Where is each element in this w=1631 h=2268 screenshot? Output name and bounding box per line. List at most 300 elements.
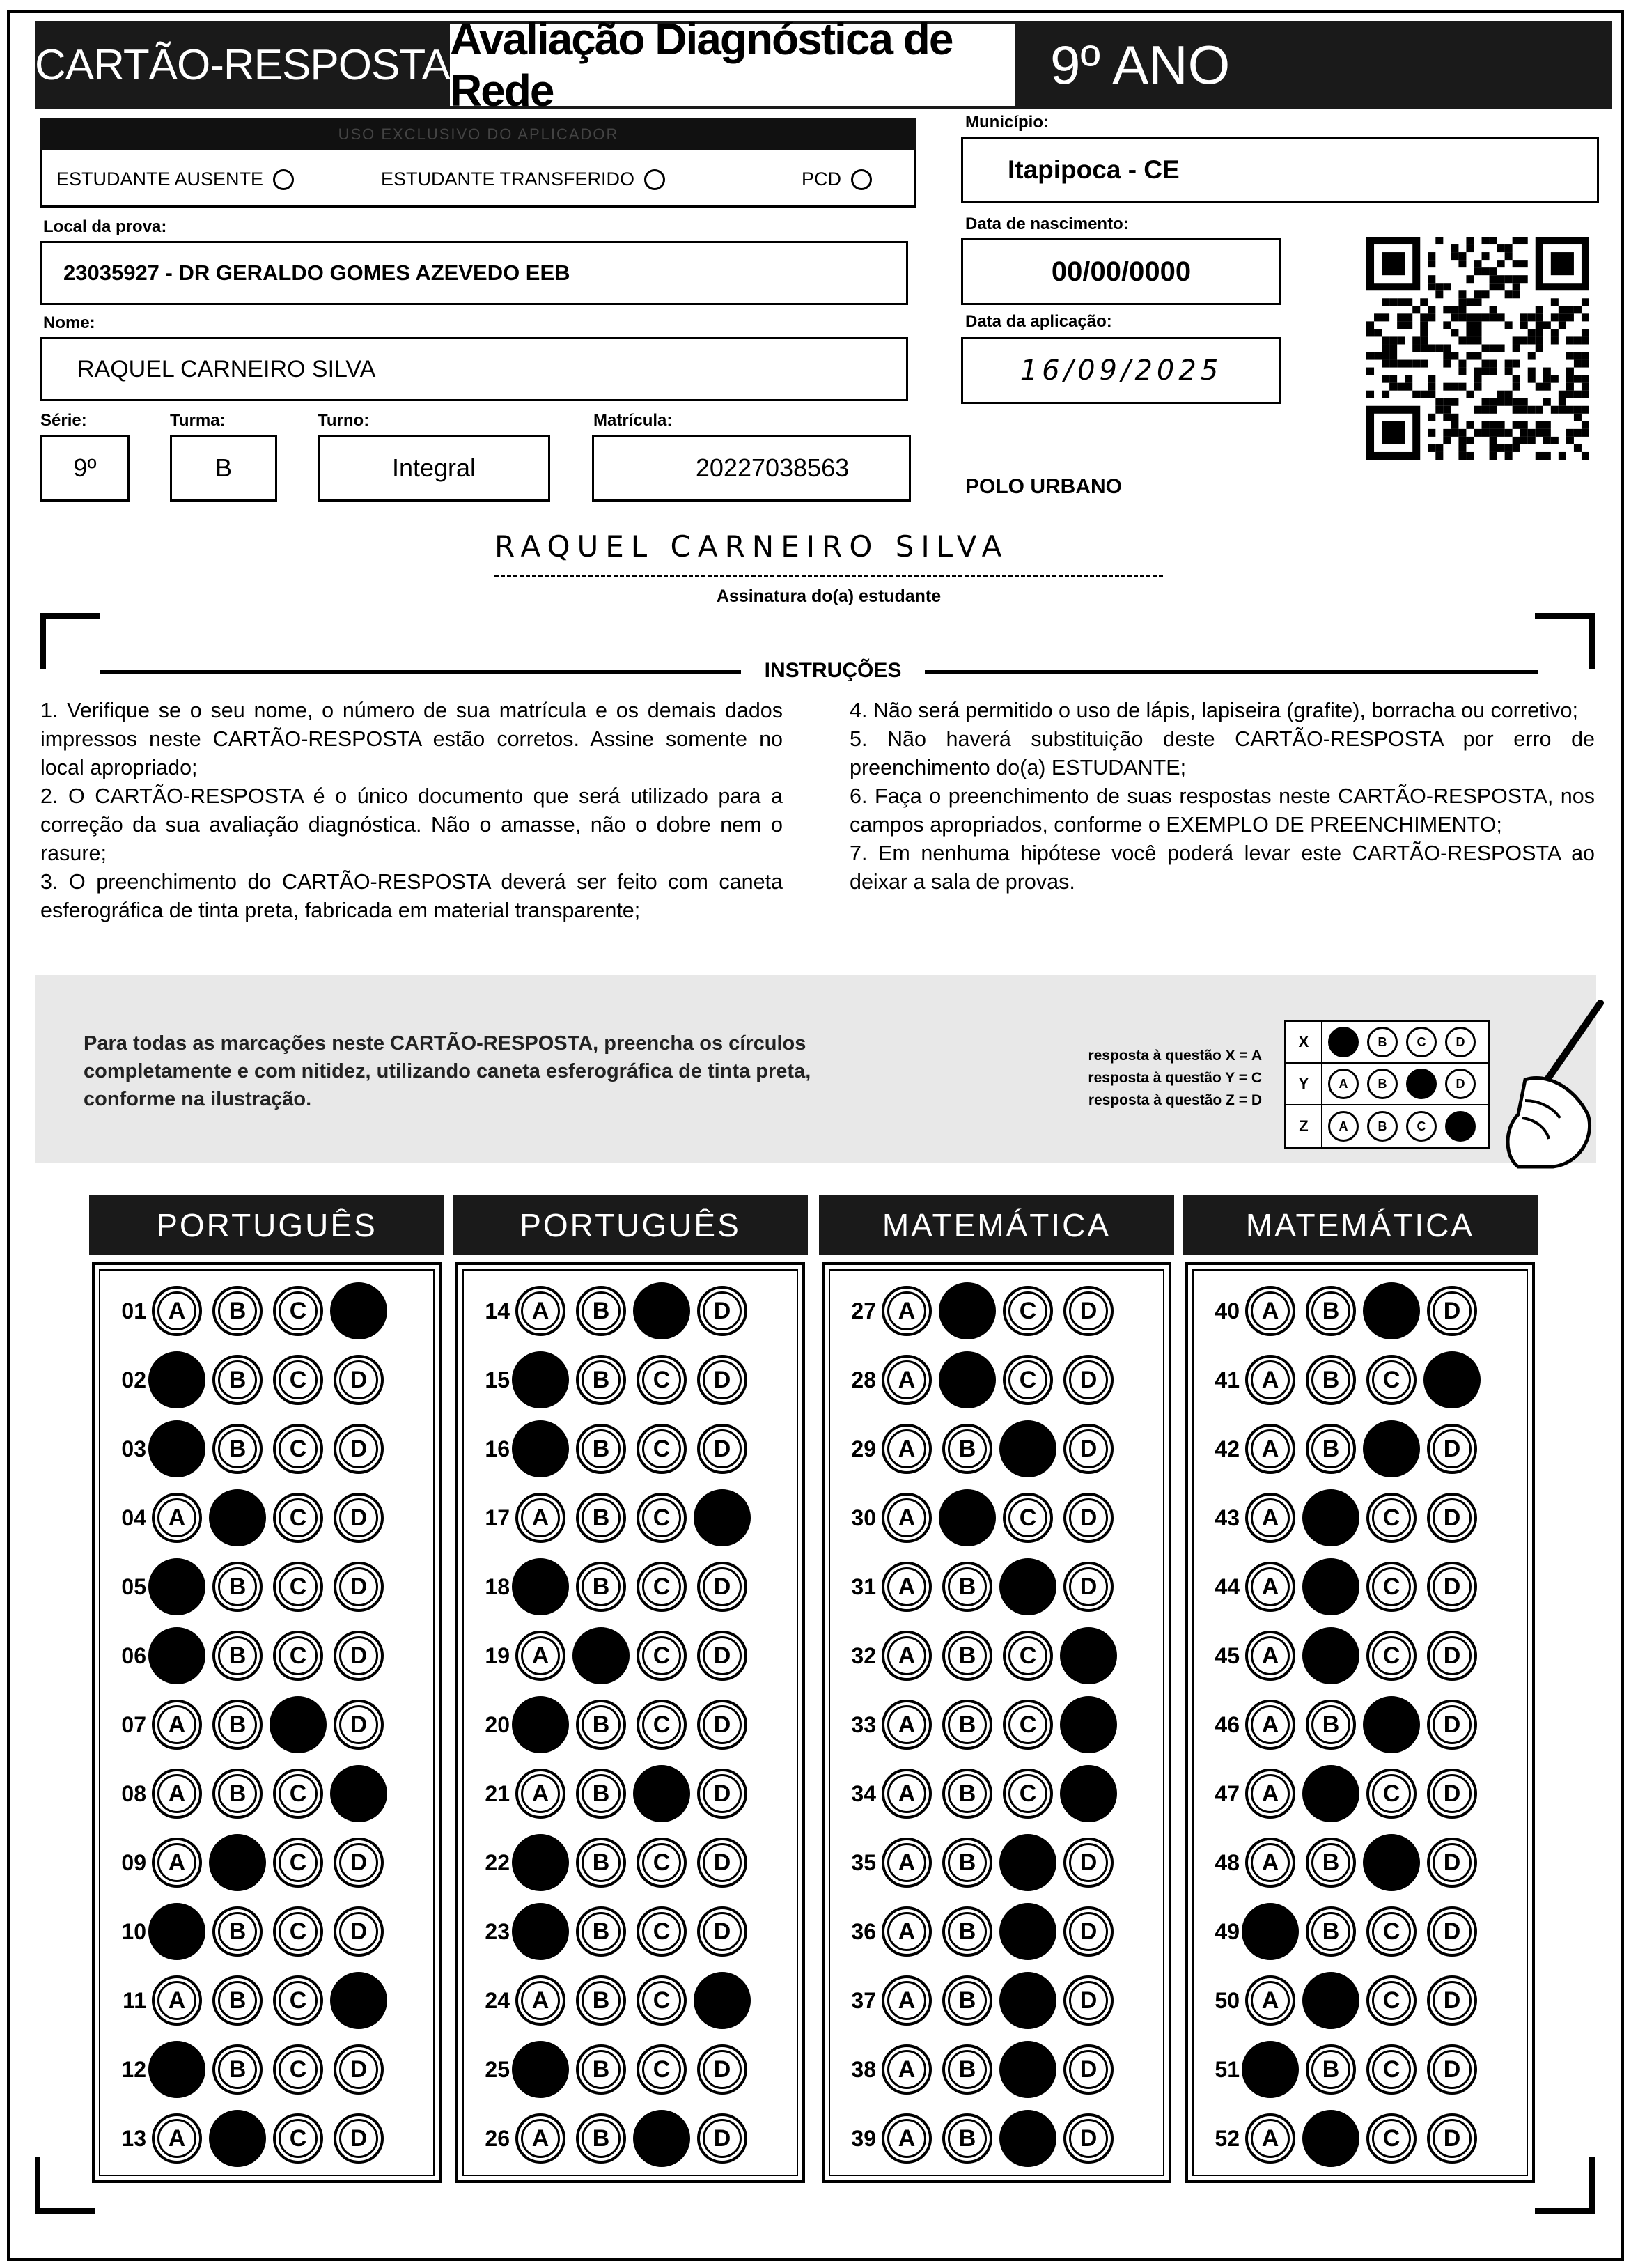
bubble-option[interactable] (697, 2044, 747, 2095)
bubble-option[interactable] (1366, 1631, 1417, 1681)
bubble-option[interactable] (334, 1700, 384, 1750)
bubble-option[interactable] (882, 2044, 932, 2095)
nome-field: RAQUEL CARNEIRO SILVA (40, 337, 908, 401)
bubble-option[interactable] (1063, 1906, 1114, 1957)
bubble-option[interactable] (212, 1975, 263, 2026)
bubble-letter: A (898, 2125, 916, 2152)
bubble-letter: D (350, 2056, 368, 2083)
bubble-filled[interactable] (148, 2041, 205, 2098)
pcd-option[interactable] (802, 169, 872, 190)
question-row (834, 1486, 1124, 1550)
bubble-option[interactable] (273, 1631, 323, 1681)
bubble-option[interactable] (273, 1424, 323, 1474)
bubble-filled[interactable] (209, 1834, 266, 1891)
bubble-filled[interactable] (999, 1558, 1056, 1615)
bubble-option[interactable] (1427, 1493, 1477, 1543)
bubble-filled[interactable] (512, 1558, 569, 1615)
bubble-letter: A (898, 1366, 916, 1393)
bubble-option[interactable] (1003, 1769, 1053, 1819)
transferred-radio[interactable] (644, 169, 665, 190)
bubble-filled[interactable] (1242, 1903, 1299, 1960)
bubble-filled[interactable] (999, 2041, 1056, 2098)
bubble-option[interactable] (1063, 1562, 1114, 1612)
bubble-filled[interactable] (1060, 1627, 1117, 1684)
question-number: 23 (485, 1918, 510, 1944)
bubble-option[interactable] (1003, 1631, 1053, 1681)
qr-module (1482, 237, 1490, 244)
question-number: 06 (121, 1642, 146, 1668)
bubble-option[interactable] (1306, 2044, 1356, 2095)
qr-module (1451, 306, 1458, 313)
bubble-option[interactable] (152, 1769, 202, 1819)
qr-module (1513, 444, 1520, 452)
bubble-option[interactable] (942, 2113, 992, 2164)
bubble-option[interactable] (212, 1700, 263, 1750)
bubble-option[interactable] (637, 1906, 687, 1957)
bubble-option[interactable] (1427, 2044, 1477, 2095)
bubble-filled[interactable] (633, 1282, 690, 1339)
bubble-option[interactable] (212, 2044, 263, 2095)
bubble-letter: C (289, 2056, 307, 2083)
bubble-option[interactable] (882, 1975, 932, 2026)
qr-module (1551, 406, 1559, 414)
qr-module (1428, 444, 1435, 452)
bubble-filled[interactable] (939, 1351, 996, 1408)
question-row (104, 1968, 394, 2033)
bubble-option[interactable] (1063, 1493, 1114, 1543)
bubble-option[interactable] (882, 1906, 932, 1957)
question-row (834, 1348, 1124, 1412)
qr-module (1490, 237, 1497, 244)
bubble-option[interactable] (273, 2113, 323, 2164)
bubble-option[interactable] (334, 1838, 384, 1888)
qr-module (1482, 368, 1490, 375)
bubble-letter: B (228, 1573, 247, 1600)
bubble-option[interactable] (637, 1838, 687, 1888)
bubble-option[interactable] (1366, 1355, 1417, 1405)
bubble-option[interactable] (942, 1838, 992, 1888)
bubble-filled[interactable] (1302, 1972, 1359, 2029)
question-number: 01 (121, 1298, 146, 1323)
bubble-option[interactable] (1427, 1838, 1477, 1888)
qr-module (1458, 429, 1466, 437)
bubble-filled[interactable] (1363, 1696, 1420, 1753)
bubble-option[interactable] (637, 2044, 687, 2095)
bubble-filled[interactable] (209, 1489, 266, 1546)
bubble-filled[interactable] (939, 1489, 996, 1546)
bubble-option[interactable] (1245, 1975, 1295, 2026)
bubble-option[interactable] (152, 1493, 202, 1543)
bubble-option[interactable] (273, 2044, 323, 2095)
bubble-option[interactable] (697, 1906, 747, 1957)
bubble-option[interactable] (697, 2113, 747, 2164)
bubble-option[interactable] (576, 1424, 626, 1474)
question-row (1198, 2037, 1488, 2102)
bubble-option[interactable] (942, 1631, 992, 1681)
bubble-option[interactable] (942, 1975, 992, 2026)
question-row (834, 2106, 1124, 2170)
bubble-filled[interactable] (148, 1558, 205, 1615)
bubble-option[interactable] (1063, 1424, 1114, 1474)
bubble-option[interactable] (1063, 1975, 1114, 2026)
bubble-option[interactable] (515, 1769, 565, 1819)
bubble-option[interactable] (334, 1906, 384, 1957)
bubble-option[interactable] (1003, 1355, 1053, 1405)
qr-module (1520, 398, 1528, 406)
bubble-option[interactable] (1366, 2113, 1417, 2164)
bubble-option[interactable] (1427, 1286, 1477, 1336)
bubble-option[interactable] (576, 2044, 626, 2095)
bubble-option[interactable] (1003, 1286, 1053, 1336)
bubble-filled[interactable] (512, 2041, 569, 2098)
bubble-option[interactable] (1306, 1906, 1356, 1957)
bubble-option[interactable] (273, 1562, 323, 1612)
bubble-option[interactable] (1427, 1424, 1477, 1474)
bubble-option[interactable] (637, 1631, 687, 1681)
bubble-filled[interactable] (999, 1903, 1056, 1960)
answer-column (455, 1262, 805, 2183)
qr-module (1397, 313, 1405, 321)
bubble-filled[interactable] (633, 2110, 690, 2167)
bubble-filled[interactable] (999, 1420, 1056, 1477)
qr-module (1505, 252, 1513, 260)
bubble-option[interactable] (1427, 1906, 1477, 1957)
bubble-option[interactable] (637, 1975, 687, 2026)
bubble-option[interactable] (515, 2113, 565, 2164)
bubble-option[interactable] (942, 1906, 992, 1957)
bubble-option[interactable] (1306, 1286, 1356, 1336)
bubble-option[interactable] (697, 1631, 747, 1681)
question-number: 28 (851, 1367, 876, 1392)
question-row (1198, 2106, 1488, 2170)
bubble-option[interactable] (637, 1493, 687, 1543)
absent-radio[interactable] (273, 169, 294, 190)
bubble-option[interactable] (576, 1975, 626, 2026)
bubble-option[interactable] (882, 2113, 932, 2164)
section-title: PORTUGUÊS (89, 1195, 444, 1255)
bubble-option[interactable] (1427, 1631, 1477, 1681)
bubble-option[interactable] (152, 1286, 202, 1336)
question-row (104, 2037, 394, 2102)
bubble-option[interactable] (882, 1286, 932, 1336)
bubble-filled[interactable] (1363, 1834, 1420, 1891)
bubble-option[interactable] (576, 1906, 626, 1957)
question-number: 02 (121, 1367, 146, 1392)
bubble-option[interactable] (697, 1769, 747, 1819)
bubble-option[interactable] (1245, 2113, 1295, 2164)
bubble-option[interactable] (637, 1700, 687, 1750)
qr-module (1520, 237, 1528, 244)
bubble-filled[interactable] (572, 1627, 630, 1684)
bubble-option[interactable] (1063, 2044, 1114, 2095)
bubble-option[interactable] (1003, 1493, 1053, 1543)
bubble-filled[interactable] (148, 1351, 205, 1408)
qr-module (1543, 383, 1551, 391)
qr-module (1405, 360, 1412, 368)
bubble-option[interactable] (212, 1286, 263, 1336)
bubble-filled[interactable] (694, 1489, 751, 1546)
question-number: 38 (851, 2056, 876, 2082)
bubble-option[interactable] (152, 1975, 202, 2026)
bubble-option[interactable] (1245, 1631, 1295, 1681)
qr-module (1490, 406, 1497, 414)
bubble-option[interactable] (334, 1562, 384, 1612)
bubble-filled[interactable] (330, 1765, 387, 1822)
bubble-option[interactable] (576, 1769, 626, 1819)
qr-module (1458, 360, 1466, 368)
bubble-filled[interactable] (694, 1972, 751, 2029)
bubble-filled[interactable] (512, 1903, 569, 1960)
bubble-option[interactable] (152, 2113, 202, 2164)
question-row (834, 1624, 1124, 1688)
bubble-option[interactable] (697, 1355, 747, 1405)
bubble-option[interactable] (697, 1286, 747, 1336)
qr-module (1482, 406, 1490, 414)
bubble-option[interactable] (334, 2113, 384, 2164)
pcd-radio[interactable] (851, 169, 872, 190)
bubble-option[interactable] (576, 1493, 626, 1543)
bubble-option[interactable] (273, 1769, 323, 1819)
bubble-option[interactable] (1245, 1838, 1295, 1888)
bubble-option[interactable] (882, 1424, 932, 1474)
bubble-filled[interactable] (999, 1834, 1056, 1891)
qr-module (1513, 398, 1520, 406)
bubble-option[interactable] (1306, 1355, 1356, 1405)
bubble-option[interactable] (1245, 1562, 1295, 1612)
bubble-option[interactable] (1306, 1838, 1356, 1888)
qr-module (1497, 275, 1505, 283)
bubble-option[interactable] (882, 1562, 932, 1612)
bubble-filled[interactable] (939, 1282, 996, 1339)
bubble-letter: A (1261, 1849, 1279, 1876)
bubble-option[interactable] (1245, 1355, 1295, 1405)
bubble-option[interactable] (697, 1700, 747, 1750)
bubble-letter: B (592, 1918, 610, 1945)
qr-module (1497, 313, 1505, 321)
bubble-option[interactable] (212, 1562, 263, 1612)
bubble-filled[interactable] (148, 1420, 205, 1477)
bubble-letter: D (1443, 2056, 1461, 2083)
example-question-label: X (1286, 1022, 1322, 1062)
bubble-letter: D (1079, 2056, 1098, 2083)
bubble-option[interactable] (334, 1355, 384, 1405)
qr-module (1397, 360, 1405, 368)
bubble-option[interactable] (1427, 1975, 1477, 2026)
bubble-option[interactable] (273, 1906, 323, 1957)
bubble-option[interactable] (942, 1700, 992, 1750)
bubble-filled[interactable] (330, 1972, 387, 2029)
bubble-option[interactable] (1366, 2044, 1417, 2095)
bubble-option[interactable] (697, 1838, 747, 1888)
qr-module (1451, 329, 1458, 336)
bubble-option[interactable] (576, 1700, 626, 1750)
bubble-option[interactable] (212, 1631, 263, 1681)
bubble-option[interactable] (273, 1838, 323, 1888)
qr-module (1497, 391, 1505, 398)
qr-module (1551, 437, 1559, 444)
qr-module (1428, 344, 1435, 352)
bubble-option[interactable] (334, 1424, 384, 1474)
bubble-option[interactable] (882, 1700, 932, 1750)
question-row (468, 1417, 758, 1481)
bubble-letter: D (713, 1849, 731, 1876)
pen-hand-icon (1476, 996, 1616, 1170)
qr-module (1374, 329, 1382, 336)
bubble-option[interactable] (1245, 1700, 1295, 1750)
bubble-option[interactable] (1366, 1769, 1417, 1819)
bubble-option[interactable] (637, 1424, 687, 1474)
bubble-filled[interactable] (512, 1696, 569, 1753)
qr-module (1513, 260, 1520, 267)
qr-module (1428, 414, 1435, 421)
bubble-option[interactable] (882, 1493, 932, 1543)
bubble-option[interactable] (637, 1355, 687, 1405)
bubble-letter: C (1382, 1780, 1400, 1807)
qr-module (1566, 336, 1574, 344)
bubble-filled[interactable] (1242, 2041, 1299, 2098)
bubble-option[interactable] (882, 1631, 932, 1681)
bubble-option[interactable] (576, 1562, 626, 1612)
bubble-letter: B (958, 2125, 976, 2152)
qr-module (1435, 452, 1443, 460)
bubble-filled[interactable] (209, 2110, 266, 2167)
bubble-option[interactable] (273, 1975, 323, 2026)
absent-label: ESTUDANTE AUSENTE (56, 169, 264, 189)
bubble-option[interactable] (882, 1769, 932, 1819)
transferred-option[interactable] (381, 169, 665, 190)
qr-module (1559, 452, 1566, 460)
bubble-letter: D (1443, 1918, 1461, 1945)
question-row (104, 1486, 394, 1550)
bubble-option[interactable] (1245, 1286, 1295, 1336)
bubble-letter: B (592, 1849, 610, 1876)
bubble-filled[interactable] (1302, 1489, 1359, 1546)
bubble-option[interactable] (1366, 1493, 1417, 1543)
bubble-letter: C (653, 2056, 671, 2083)
bubble-option[interactable] (1063, 2113, 1114, 2164)
bubble-option[interactable] (1366, 1975, 1417, 2026)
bubble-option[interactable] (1427, 1562, 1477, 1612)
bubble-option[interactable] (882, 1838, 932, 1888)
qr-module (1497, 444, 1505, 452)
question-number: 36 (851, 1918, 876, 1944)
bubble-option[interactable] (1427, 2113, 1477, 2164)
bubble-option[interactable] (334, 1631, 384, 1681)
bubble-letter: C (1019, 1642, 1037, 1669)
bubble-filled[interactable] (270, 1696, 327, 1753)
bubble-filled[interactable] (1302, 1627, 1359, 1684)
bubble-option[interactable] (1063, 1838, 1114, 1888)
qr-module (1482, 252, 1490, 260)
bubble-option[interactable] (1245, 1424, 1295, 1474)
bubble-filled[interactable] (512, 1834, 569, 1891)
bubble-filled[interactable] (512, 1351, 569, 1408)
bubble-option[interactable] (515, 1493, 565, 1543)
bubble-filled[interactable] (1423, 1351, 1481, 1408)
bubble-option[interactable] (212, 1355, 263, 1405)
question-row (468, 1900, 758, 1964)
bubble-filled[interactable] (1302, 1765, 1359, 1822)
bubble-letter: B (958, 1918, 976, 1945)
absent-option[interactable] (56, 169, 294, 190)
qr-module (1474, 329, 1481, 336)
bubble-filled[interactable] (512, 1420, 569, 1477)
bubble-option[interactable] (637, 1562, 687, 1612)
bubble-option[interactable] (1003, 1700, 1053, 1750)
bubble-option[interactable] (273, 1355, 323, 1405)
bubble-filled[interactable] (330, 1282, 387, 1339)
bubble-filled[interactable] (1302, 1558, 1359, 1615)
bubble-option[interactable] (515, 1286, 565, 1336)
bubble-option[interactable] (942, 1562, 992, 1612)
bubble-filled[interactable] (1302, 2110, 1359, 2167)
question-number: 18 (485, 1574, 510, 1599)
bubble-option[interactable] (1063, 1355, 1114, 1405)
bubble-filled[interactable] (1060, 1765, 1117, 1822)
bubble-option[interactable] (273, 1493, 323, 1543)
bubble-option[interactable] (334, 2044, 384, 2095)
bubble-option[interactable] (1245, 1769, 1295, 1819)
bubble-option[interactable] (212, 1424, 263, 1474)
bubble-filled[interactable] (1363, 1420, 1420, 1477)
bubble-filled[interactable] (148, 1903, 205, 1960)
bubble-option[interactable] (152, 1700, 202, 1750)
question-number: 11 (123, 1987, 146, 2013)
bubble-option[interactable] (576, 1355, 626, 1405)
bubble-option[interactable] (1306, 1700, 1356, 1750)
bubble-filled[interactable] (999, 2110, 1056, 2167)
qr-module (1513, 336, 1520, 344)
bubble-option[interactable] (152, 1838, 202, 1888)
bubble-option[interactable] (1427, 1700, 1477, 1750)
bubble-option[interactable] (942, 2044, 992, 2095)
question-number: 14 (485, 1298, 510, 1323)
qr-module (1536, 313, 1543, 321)
bubble-filled[interactable] (148, 1627, 205, 1684)
bubble-filled[interactable] (1363, 1282, 1420, 1339)
instructions-left: 1. Verifique se o seu nome, o número de sua matrícula e os demais dados impressos neste CARTÃO-RESPOSTA estão corretos. Assine somente no local apropriado; 2. O CARTÃO-RESPOSTA é o único documento que será utilizado para a correção da sua avaliação diagnóstica. Não o amasse, não o dobre nem o rasure; 3. O preenchimento do CARTÃO-RESPOSTA deverá ser feito com caneta esferográfica de tinta preta, fabricada em material transparente; (40, 699, 783, 922)
bubble-option[interactable] (334, 1493, 384, 1543)
bubble-option[interactable] (576, 2113, 626, 2164)
bubble-option[interactable] (1306, 1424, 1356, 1474)
bubble-filled[interactable] (633, 1765, 690, 1822)
bubble-option[interactable] (273, 1286, 323, 1336)
bubble-option[interactable] (942, 1769, 992, 1819)
bubble-option[interactable] (212, 1906, 263, 1957)
question-number: 51 (1215, 2056, 1240, 2082)
bubble-filled[interactable] (1060, 1696, 1117, 1753)
question-number: 47 (1215, 1780, 1240, 1806)
bubble-option[interactable] (697, 1424, 747, 1474)
bubble-option[interactable] (212, 1769, 263, 1819)
bubble-option[interactable] (515, 1975, 565, 2026)
bubble-option[interactable] (942, 1424, 992, 1474)
bubble-option[interactable] (697, 1562, 747, 1612)
question-row (1198, 1693, 1488, 1757)
bubble-option[interactable] (576, 1838, 626, 1888)
bubble-option[interactable] (1427, 1769, 1477, 1819)
bubble-option[interactable] (1063, 1286, 1114, 1336)
bubble-option[interactable] (515, 1631, 565, 1681)
bubble-option[interactable] (1245, 1493, 1295, 1543)
bubble-letter: D (1443, 1987, 1461, 2014)
question-row (1198, 1417, 1488, 1481)
bubble-filled[interactable] (999, 1972, 1056, 2029)
bubble-option[interactable] (1366, 1906, 1417, 1957)
bubble-option[interactable] (576, 1286, 626, 1336)
bubble-option[interactable] (1366, 1562, 1417, 1612)
bubble-option[interactable] (882, 1355, 932, 1405)
